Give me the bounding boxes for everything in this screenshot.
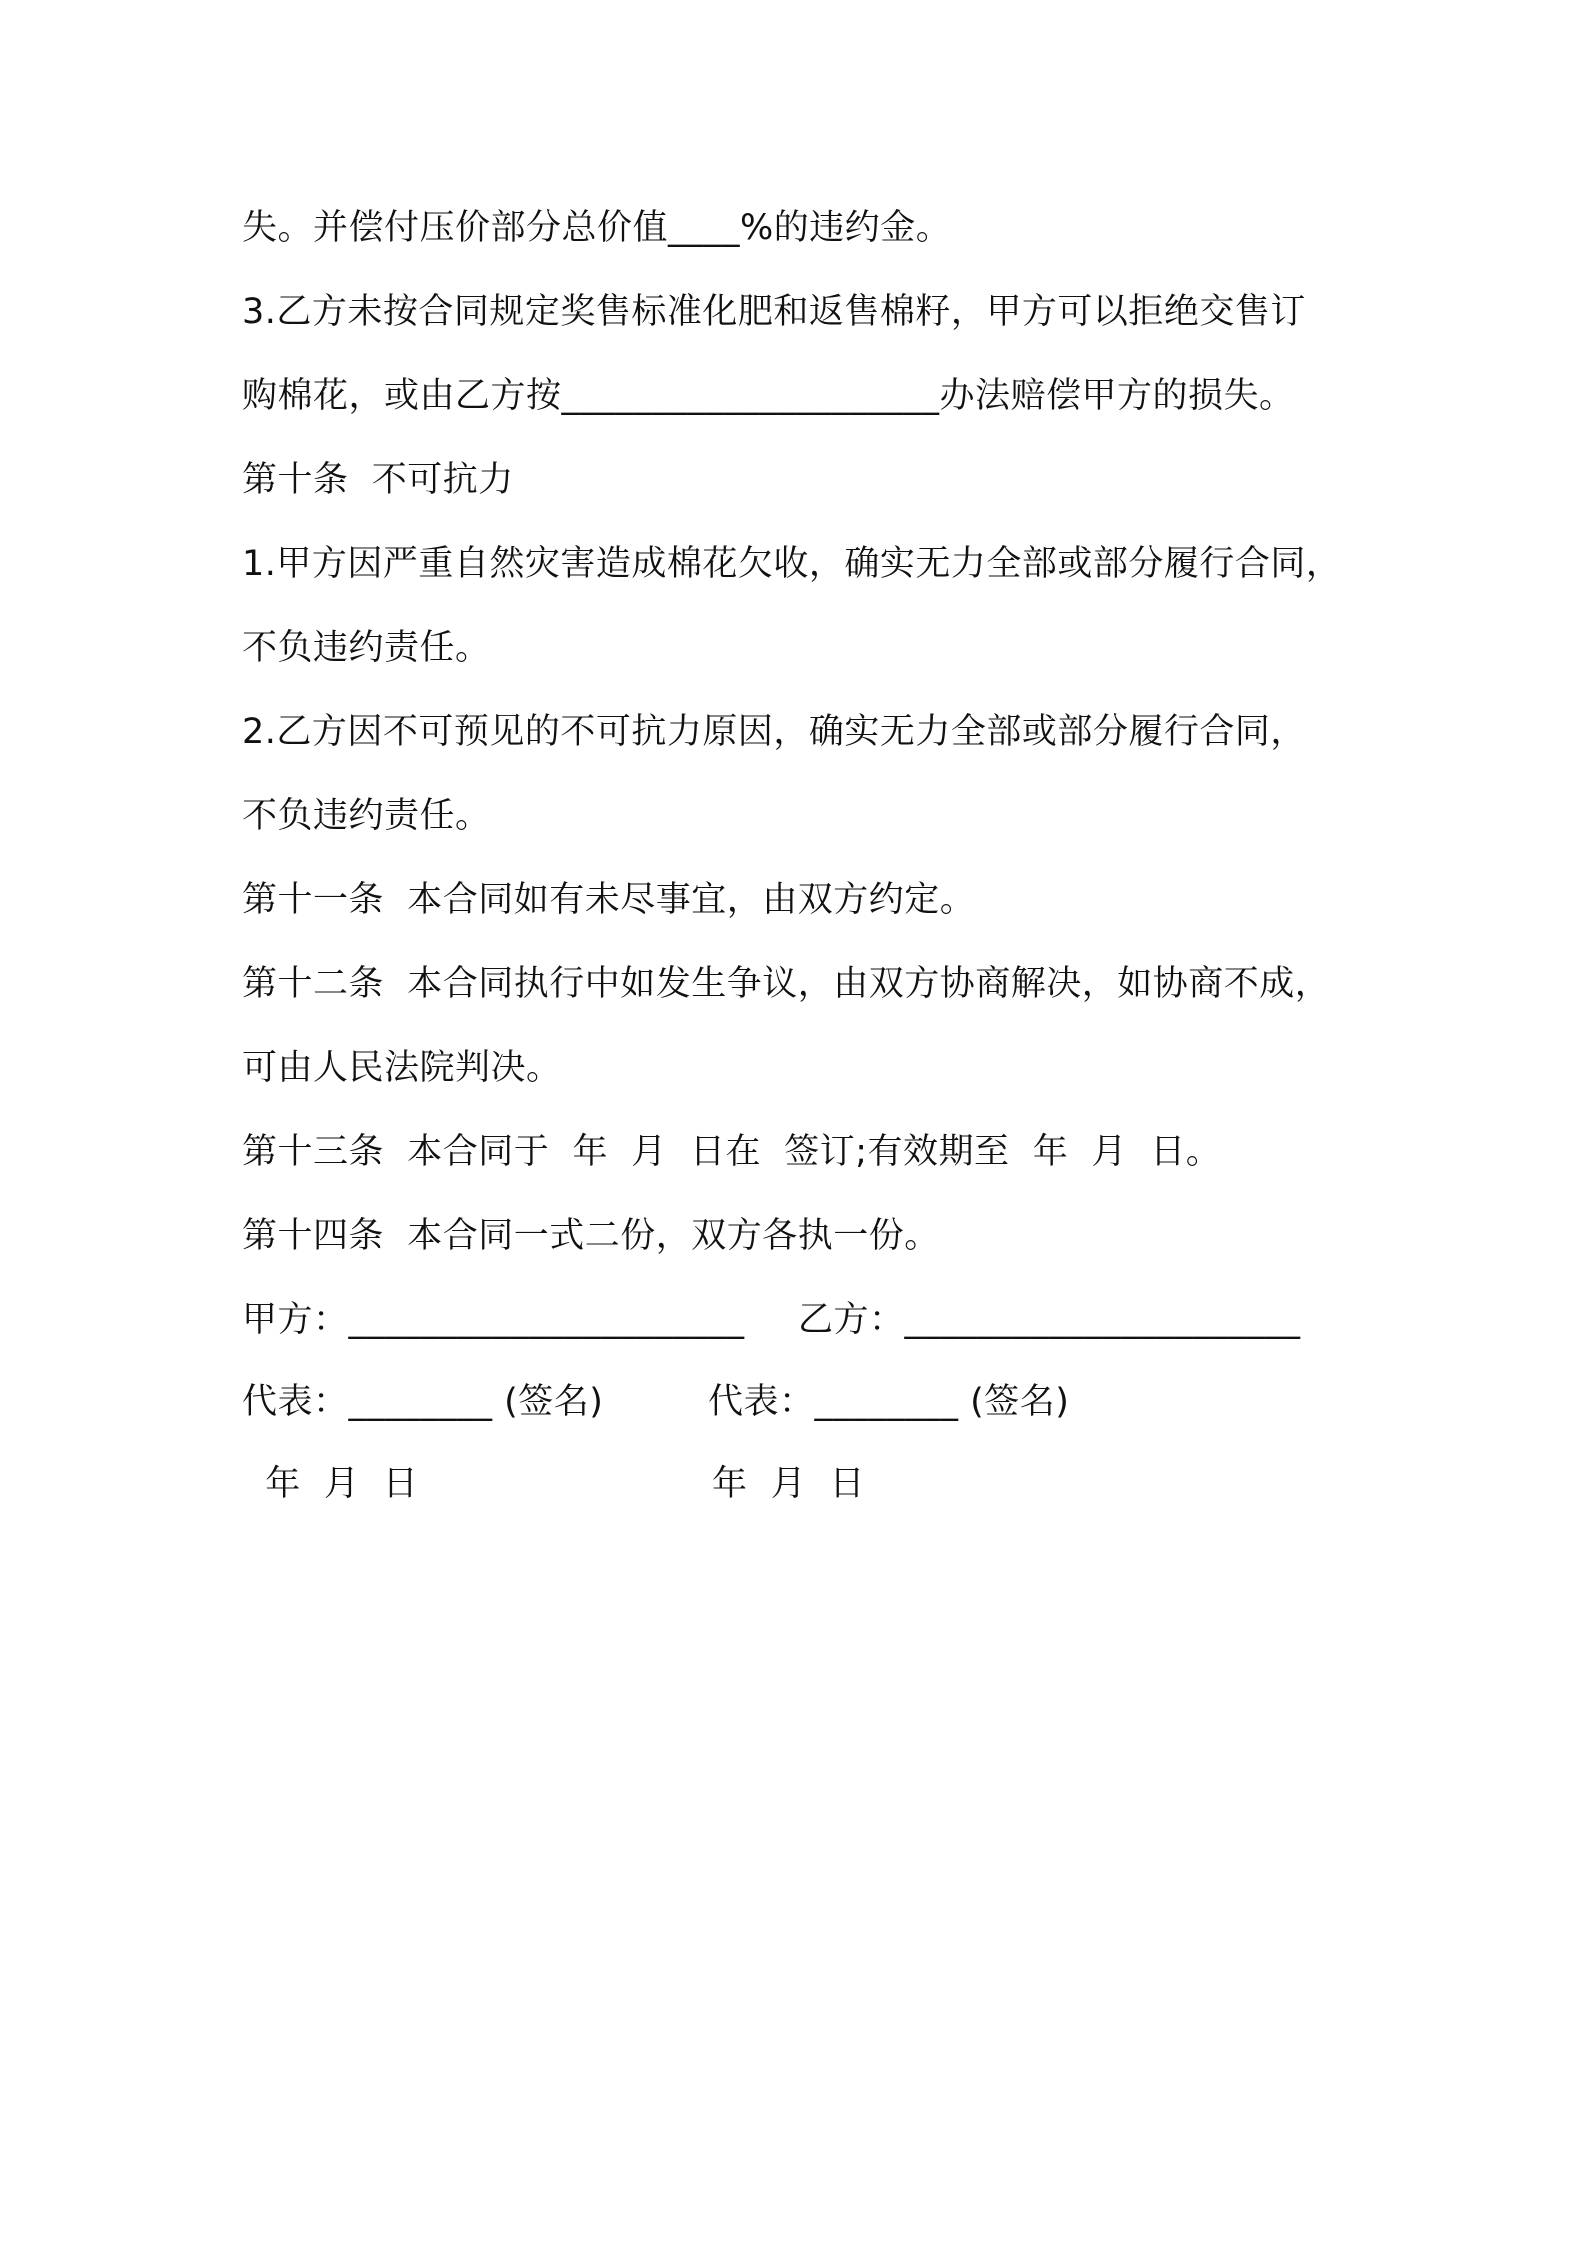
text-line-7: 2.乙方因不可预见的不可抗力原因，确实无力全部或部分履行合同， bbox=[242, 712, 1306, 752]
article-14: 第十四条 本合同一式二份，双方各执一份。 bbox=[242, 1216, 940, 1256]
date-a: 年 月 日 bbox=[242, 1464, 419, 1504]
text-line-1: 失。并偿付压价部分总价值____%的违约金。 bbox=[242, 208, 952, 248]
rep-a-signature: 代表：________ (签名) bbox=[242, 1382, 604, 1422]
article-12: 第十二条 本合同执行中如发生争议，由双方协商解决，如协商不成， bbox=[242, 964, 1331, 1004]
text-line-11: 可由人民法院判决。 bbox=[242, 1048, 562, 1088]
rep-b-signature: 代表：________ (签名) bbox=[708, 1382, 1070, 1422]
date-b: 年 月 日 bbox=[712, 1464, 866, 1504]
article-11: 第十一条 本合同如有未尽事宜，由双方约定。 bbox=[242, 880, 976, 920]
party-a-signature: 甲方：______________________ bbox=[242, 1300, 745, 1340]
article-10-heading: 第十条 不可抗力 bbox=[242, 460, 514, 500]
text-line-8: 不负违约责任。 bbox=[242, 796, 491, 836]
party-b-signature: 乙方：______________________ bbox=[798, 1300, 1301, 1340]
text-line-6: 不负违约责任。 bbox=[242, 628, 491, 668]
text-line-5: 1.甲方因严重自然灾害造成棉花欠收，确实无力全部或部分履行合同， bbox=[242, 544, 1342, 584]
article-13: 第十三条 本合同于 年 月 日在 签订;有效期至 年 月 日。 bbox=[242, 1132, 1222, 1172]
text-line-2: 3.乙方未按合同规定奖售标准化肥和返售棉籽，甲方可以拒绝交售订 bbox=[242, 292, 1306, 332]
text-line-3: 购棉花，或由乙方按_____________________办法赔偿甲方的损失。 bbox=[242, 376, 1295, 416]
